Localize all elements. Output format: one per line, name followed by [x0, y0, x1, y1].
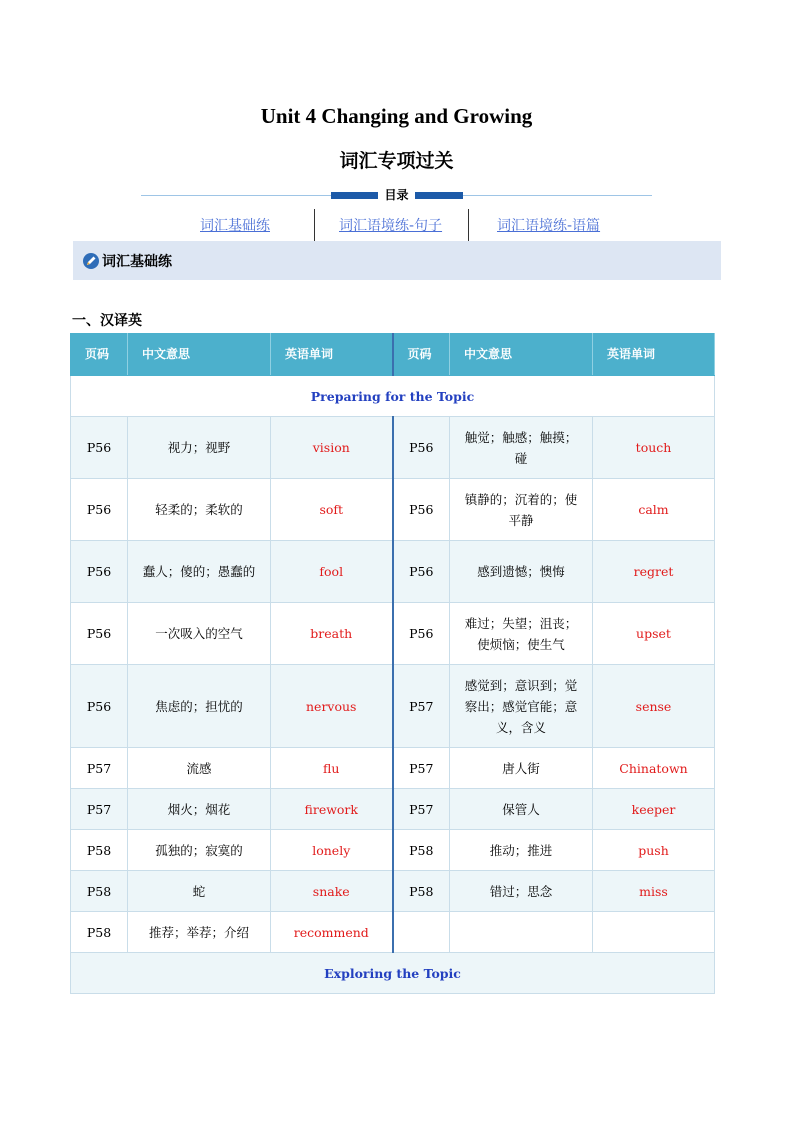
english-cell: breath	[271, 603, 393, 665]
table-row	[71, 603, 715, 665]
chinese-cell: 推动；推进	[450, 830, 593, 871]
english-cell: Chinatown	[593, 748, 715, 789]
english-cell: lonely	[271, 830, 393, 871]
english-cell: soft	[271, 479, 393, 541]
page-cell: P56	[71, 479, 128, 541]
page-cell: P56	[393, 541, 450, 603]
english-cell: nervous	[271, 665, 393, 748]
english-cell: upset	[593, 603, 715, 665]
chinese-cell: 推荐；举荐；介绍	[128, 912, 271, 953]
chinese-cell: 感到遗憾；懊悔	[450, 541, 593, 603]
page-cell: P58	[71, 912, 128, 953]
english-cell: push	[593, 830, 715, 871]
page-cell: P58	[393, 871, 450, 912]
page-cell: P58	[393, 830, 450, 871]
toc-link-basic-practice[interactable]: 词汇基础练	[200, 218, 270, 234]
page-cell: P58	[71, 871, 128, 912]
table-row	[71, 665, 715, 748]
part-heading: 一、汉译英	[72, 313, 142, 329]
english-cell: flu	[271, 748, 393, 789]
vocabulary-table	[70, 333, 715, 994]
english-cell: sense	[593, 665, 715, 748]
english-cell: vision	[271, 417, 393, 479]
header-page: 页码	[71, 334, 128, 376]
header-english: 英语单词	[271, 334, 393, 376]
english-cell: firework	[271, 789, 393, 830]
table-row	[71, 789, 715, 830]
page-cell: P56	[71, 417, 128, 479]
english-cell: snake	[271, 871, 393, 912]
table-header-row	[71, 334, 715, 376]
page-cell: P56	[393, 417, 450, 479]
table-row	[71, 748, 715, 789]
table-row	[71, 912, 715, 953]
page-cell: P56	[393, 603, 450, 665]
page-cell: P58	[71, 830, 128, 871]
table-row	[71, 479, 715, 541]
chinese-cell: 烟火；烟花	[128, 789, 271, 830]
english-cell: regret	[593, 541, 715, 603]
chinese-cell: 焦虑的；担忧的	[128, 665, 271, 748]
chinese-cell: 蛇	[128, 871, 271, 912]
chinese-cell: 蠢人；傻的；愚蠢的	[128, 541, 271, 603]
topic-row	[71, 953, 715, 994]
toc-label: 目录	[378, 186, 415, 204]
section-banner-title: 词汇基础练	[102, 254, 172, 270]
header-english: 英语单词	[593, 334, 715, 376]
toc-separator	[468, 209, 469, 241]
english-cell	[593, 912, 715, 953]
chinese-cell: 难过；失望；沮丧；使烦恼；使生气	[450, 603, 593, 665]
table-row	[71, 541, 715, 603]
page-cell	[393, 912, 450, 953]
page-cell: P56	[393, 479, 450, 541]
table-row	[71, 871, 715, 912]
header-chinese: 中文意思	[128, 334, 271, 376]
topic-heading: Preparing for the Topic	[71, 376, 715, 417]
page-cell: P57	[71, 748, 128, 789]
english-cell: touch	[593, 417, 715, 479]
toc-link-sentence-practice[interactable]: 词汇语境练-句子	[339, 218, 443, 234]
chinese-cell: 触觉；触感；触摸；碰	[450, 417, 593, 479]
english-cell: calm	[593, 479, 715, 541]
page-cell: P56	[71, 541, 128, 603]
table-row	[71, 830, 715, 871]
chinese-cell	[450, 912, 593, 953]
chinese-cell: 镇静的；沉着的；使平静	[450, 479, 593, 541]
page-cell: P57	[393, 789, 450, 830]
chinese-cell: 错过；思念	[450, 871, 593, 912]
pencil-icon	[82, 252, 100, 270]
english-cell: miss	[593, 871, 715, 912]
chinese-cell: 流感	[128, 748, 271, 789]
topic-row	[71, 376, 715, 417]
topic-heading: Exploring the Topic	[71, 953, 715, 994]
page-cell: P57	[71, 789, 128, 830]
document-subtitle: 词汇专项过关	[339, 150, 454, 172]
chinese-cell: 轻柔的；柔软的	[128, 479, 271, 541]
chinese-cell: 感觉到；意识到；觉察出；感觉官能；意义，含义	[450, 665, 593, 748]
page-cell: P56	[71, 665, 128, 748]
document-title: Unit 4 Changing and Growing	[260, 104, 533, 128]
header-chinese: 中文意思	[450, 334, 593, 376]
header-page: 页码	[393, 334, 450, 376]
page-cell: P56	[71, 603, 128, 665]
chinese-cell: 一次吸入的空气	[128, 603, 271, 665]
chinese-cell: 保管人	[450, 789, 593, 830]
page-cell: P57	[393, 665, 450, 748]
english-cell: keeper	[593, 789, 715, 830]
page-cell: P57	[393, 748, 450, 789]
english-cell: fool	[271, 541, 393, 603]
chinese-cell: 视力；视野	[128, 417, 271, 479]
toc-separator	[314, 209, 315, 241]
english-cell: recommend	[271, 912, 393, 953]
table-row	[71, 417, 715, 479]
toc-link-passage-practice[interactable]: 词汇语境练-语篇	[497, 218, 601, 234]
chinese-cell: 孤独的；寂寞的	[128, 830, 271, 871]
chinese-cell: 唐人街	[450, 748, 593, 789]
section-banner	[73, 241, 721, 280]
